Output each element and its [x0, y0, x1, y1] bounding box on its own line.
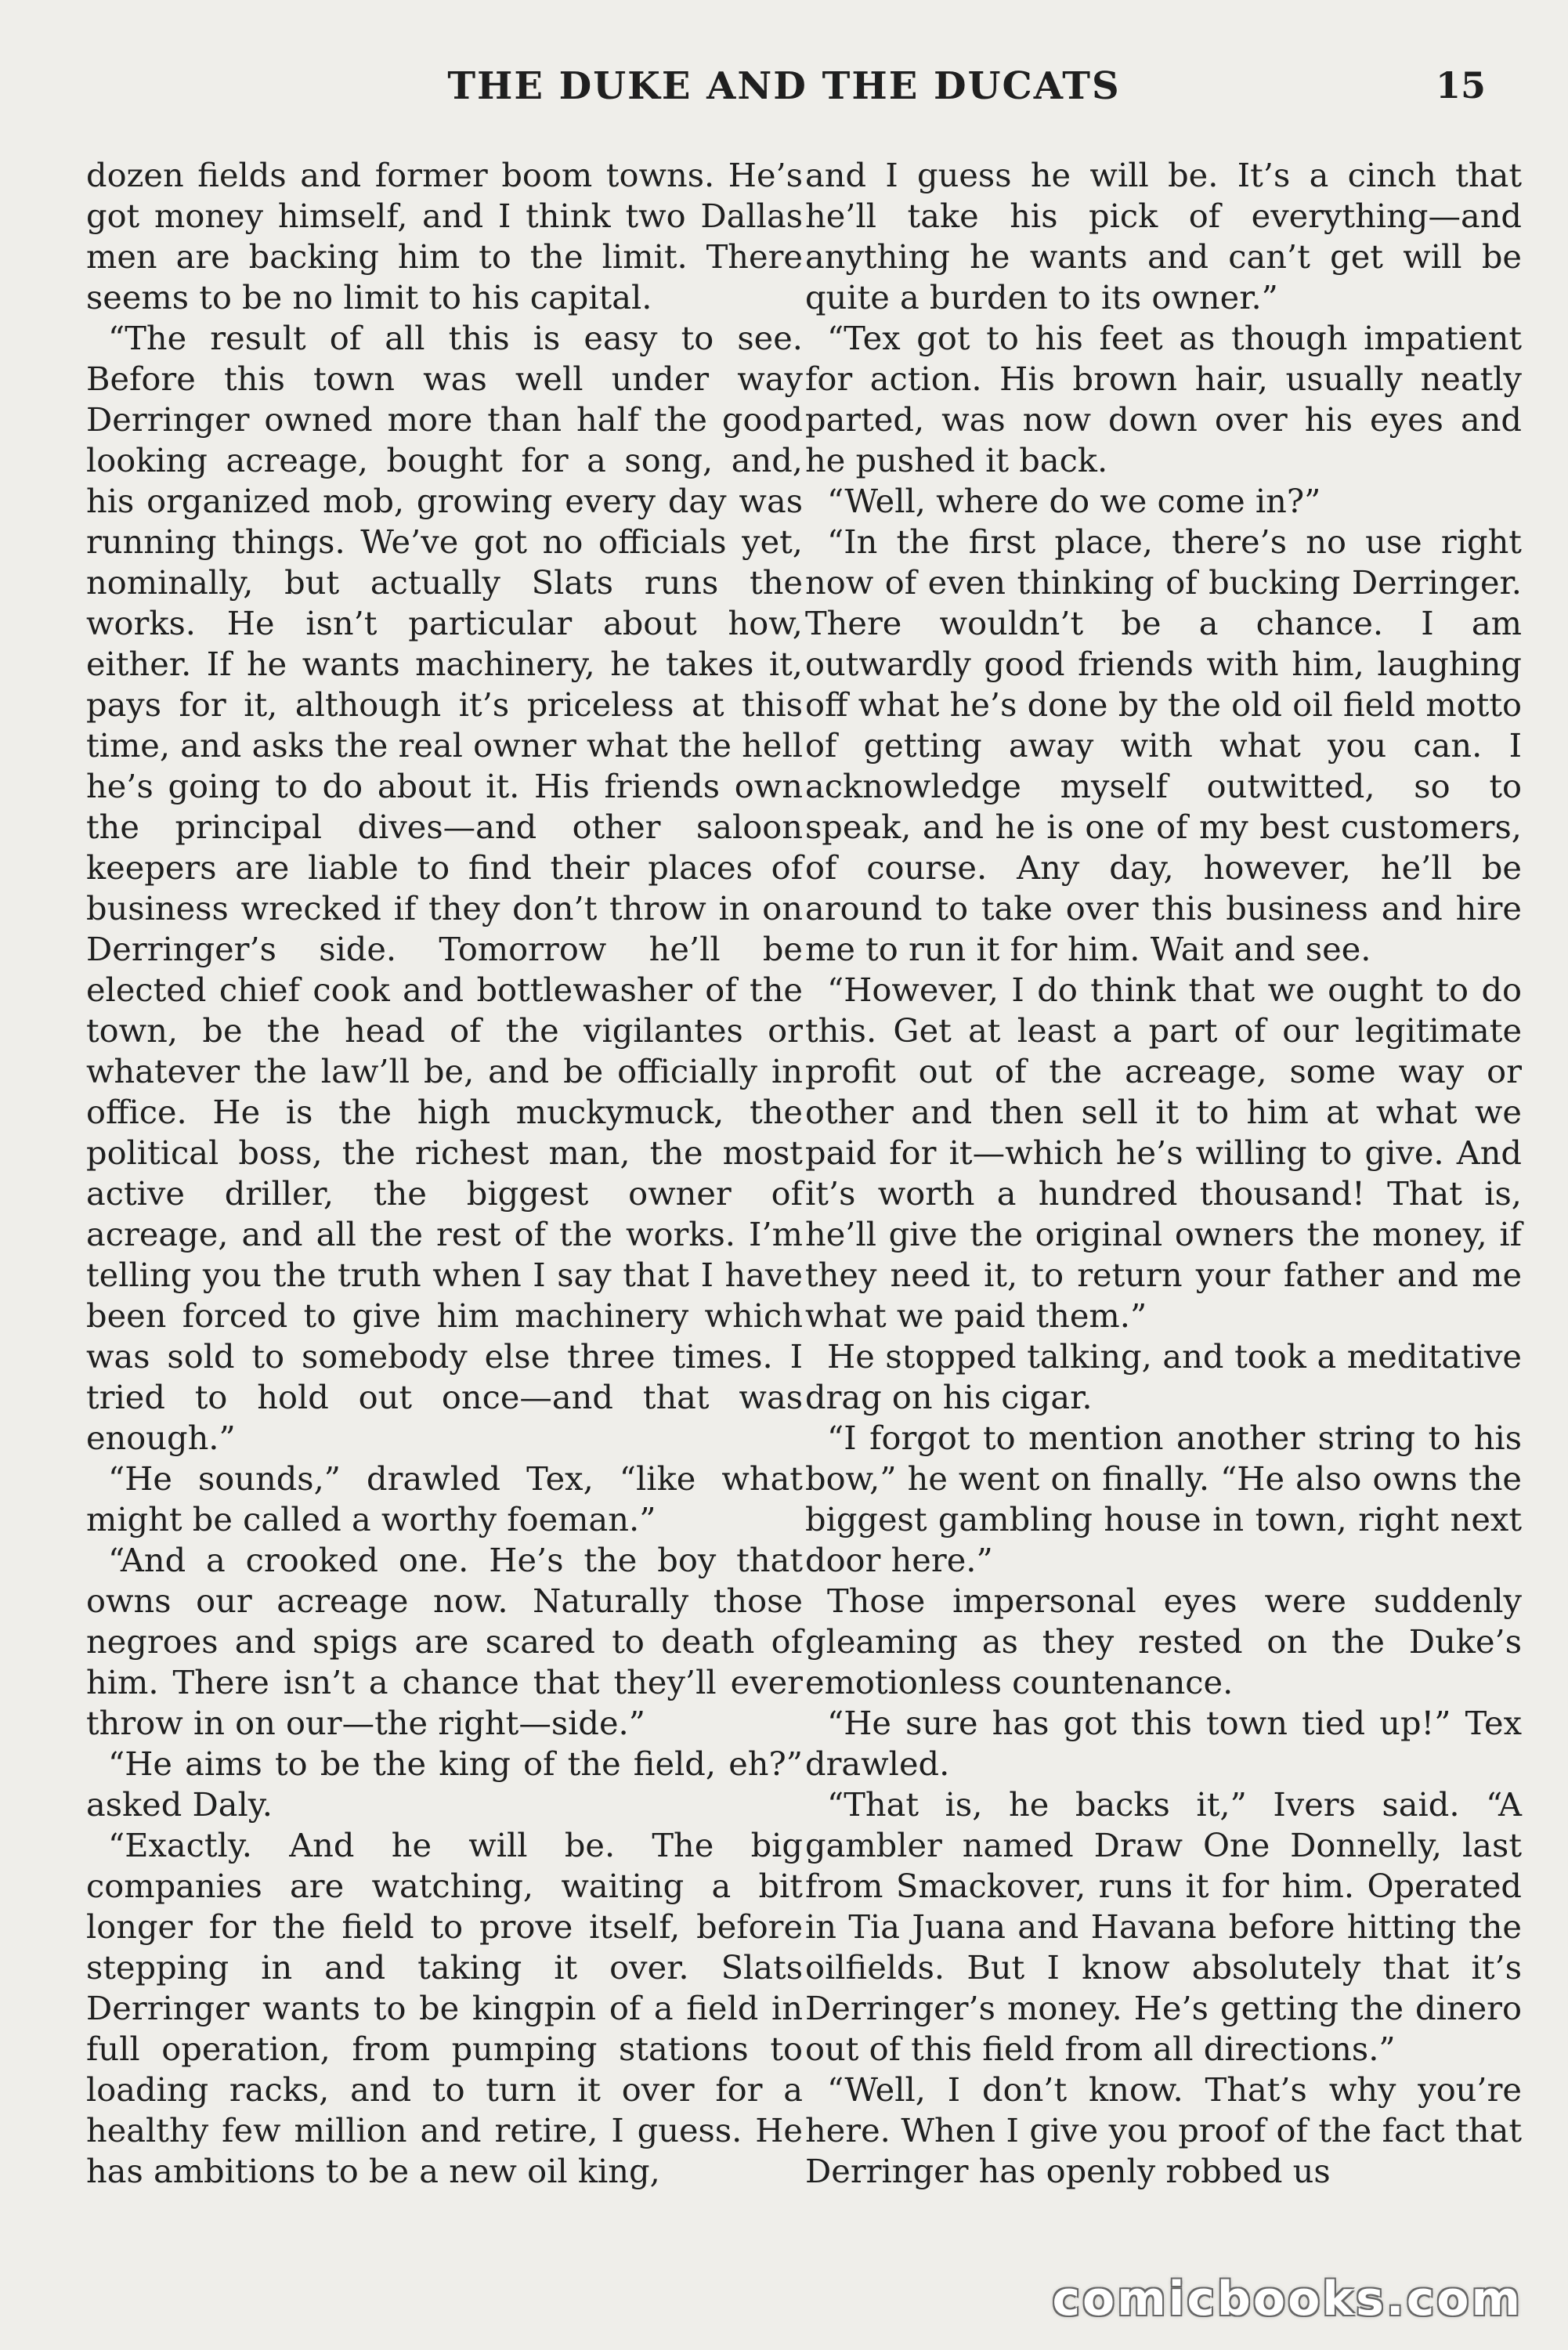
paragraph: “However, I do think that we ought to do this. Get at least a part of our legitimate profit out of the acreage, some way or other and then sell it to him at what we paid for it—which he’s willing to give. And it’s worth a hundred thousand! That is, he’ll give the original owners the money, if they need it, to return your father and me what we paid them.” — [805, 971, 1522, 1335]
right-column — [805, 155, 1522, 2192]
paragraph: “In the first place, there’s no use right now of even thinking of bucking Derringer. There wouldn’t be a chance. I am outwardly good friends with him, laughing off what he’s done by the old oil field motto of getting away with what you can. I acknowledge myself outwitted, so to speak, and he is one of my best customers, of course. Any day, however, he’ll be around to take over this business and hire me to run it for him. Wait and see. — [805, 522, 1522, 968]
paragraph: “He aims to be the king of the field, eh?” asked Daly. — [86, 1744, 803, 1824]
running-title: THE DUKE AND THE DUCATS — [447, 64, 1121, 108]
paragraph: Those impersonal eyes were suddenly gleaming as they rested on the Duke’s emotionless countenance. — [805, 1582, 1522, 1701]
paragraph: “Well, where do we come in?” — [827, 482, 1321, 520]
left-column — [86, 155, 803, 2192]
page-number: 15 — [1435, 64, 1486, 107]
paragraph: “I forgot to mention another string to his bow,” he went on finally. “He also owns the biggest gambling house in town, right next door here.” — [805, 1419, 1522, 1579]
paragraph: and I guess he will be. It’s a cinch that he’ll take his pick of everything—and anything he wants and can’t get will be quite a burden to its owner.” — [805, 156, 1522, 316]
paragraph: “Exactly. And he will be. The big companies are watching, waiting a bit longer for the field to prove itself, before stepping in and taking it over. Slats Derringer wants to be kingpin of a field in full operation, from pumping stations to loading racks, and to turn it over for a healthy few million and retire, I guess. He has ambitions to be a new oil king, — [86, 1826, 803, 2190]
paragraph: “That is, he backs it,” Ivers said. “A gambler named Draw One Donnelly, last from Smackover, runs it for him. Operated in Tia Juana and Havana before hitting the oilfields. But I know absolutely that it’s Derringer’s money. He’s getting the dinero out of this field from all directions.” — [805, 1785, 1522, 2068]
paragraph: “Well, I don’t know. That’s why you’re here. When I give you proof of the fact that Derringer has openly robbed us — [805, 2070, 1522, 2190]
page-header — [0, 64, 1568, 127]
paragraph: “He sure has got this town tied up!” Tex drawled. — [805, 1704, 1522, 1783]
paragraph: “He sounds,” drawled Tex, “like what might be called a worthy foeman.” — [86, 1459, 803, 1538]
site-watermark: comicbooks.com — [1052, 2272, 1523, 2326]
paragraph: “Tex got to his feet as though impatient for action. His brown hair, usually neatly parted, was now down over his eyes and he pushed it back. — [805, 319, 1522, 479]
paragraph: “The result of all this is easy to see. Before this town was well under way Derringer owned more than half the good looking acreage, bought for a song, and, his organized mob, growing every day was running things. We’ve got no officials yet, nominally, but actually Slats runs the works. He isn’t particular about how, either. If he wants machinery, he takes it, pays for it, although it’s priceless at this time, and asks the real owner what the hell he’s going to do about it. His friends own the principal dives—and other saloon keepers are liable to find their places of business wrecked if they don’t throw in on Derringer’s side. Tomorrow he’ll be elected chief cook and bottlewasher of the town, be the head of the vigilantes or whatever the law’ll be, and be officially in office. He is the high muckymuck, the political boss, the richest man, the most active driller, the biggest owner of acreage, and all the rest of the works. I’m telling you the truth when I say that I have been forced to give him machinery which was sold to somebody else three times. I tried to hold out once—and that was enough.” — [86, 319, 803, 1457]
paragraph: “And a crooked one. He’s the boy that owns our acreage now. Naturally those negroes and spigs are scared to death of him. There isn’t a chance that they’ll ever throw in on our—the right—side.” — [86, 1541, 803, 1742]
paragraph: He stopped talking, and took a meditative drag on his cigar. — [805, 1337, 1522, 1416]
paragraph: dozen fields and former boom towns. He’s got money himself, and I think two Dallas men are backing him to the limit. There seems to be no limit to his capital. — [86, 156, 803, 316]
